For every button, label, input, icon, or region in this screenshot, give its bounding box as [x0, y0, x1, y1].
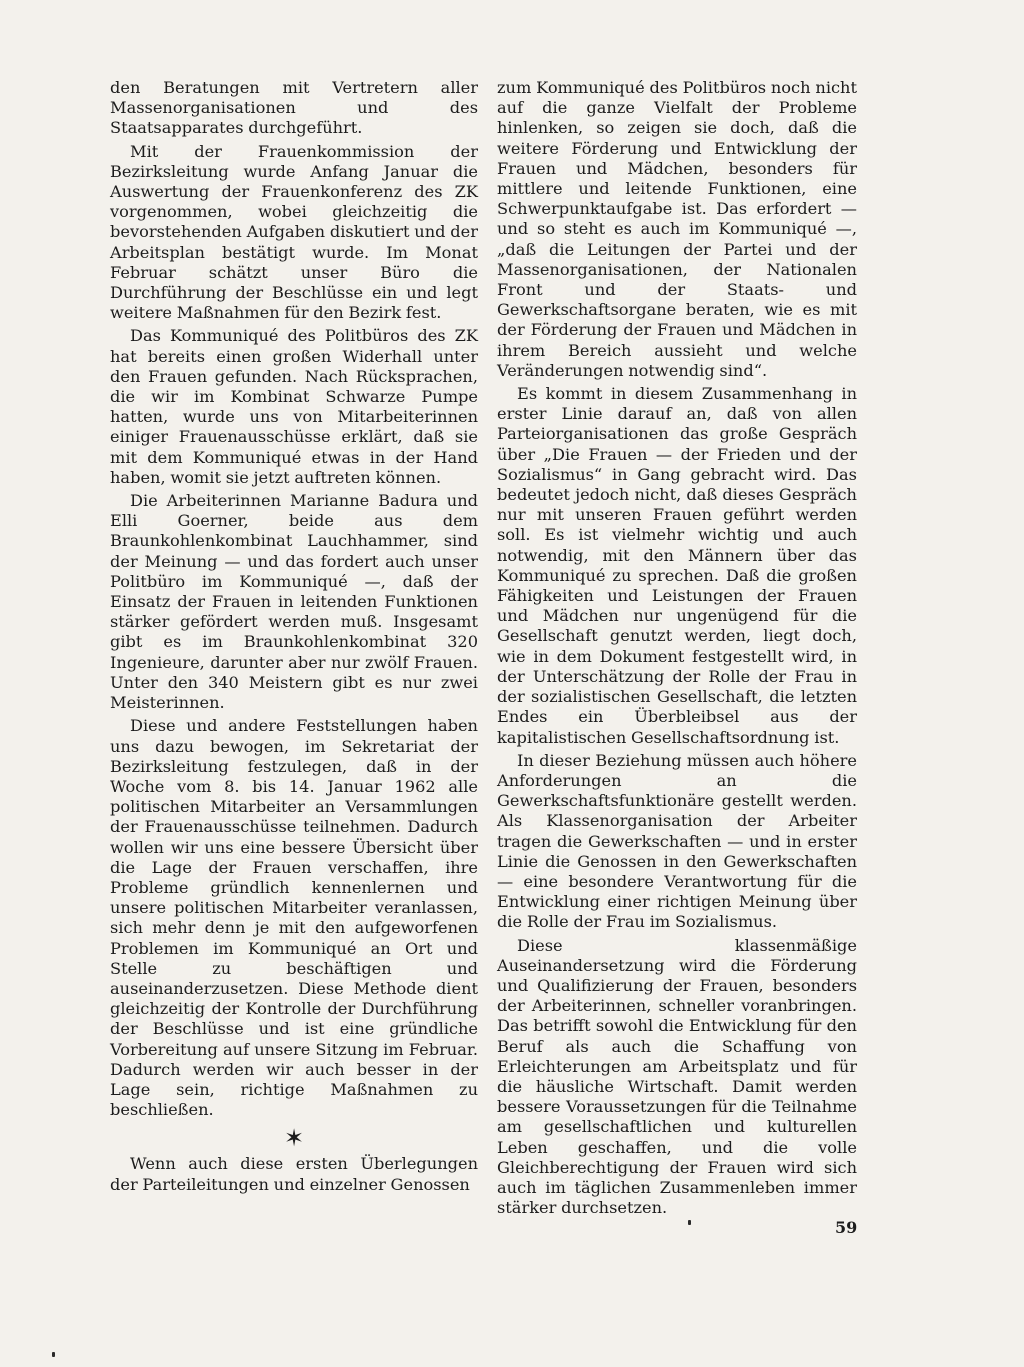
page-number: 59: [835, 1218, 858, 1237]
print-speck: [688, 1220, 691, 1225]
left-column: [110, 78, 478, 1195]
paragraph: zum Kommuniqué des Politbüros noch nicht auf die ganze Vielfalt der Probleme hinlenken, so zeigen sie doch, daß die weitere Förderung und Entwicklung der Frauen und Mädchen, besonders für mittlere und leitende Funktionen, eine Schwerpunktaufgabe ist. Das erfordert — und so steht es auch im Kommuniqué —, „daß die Leitungen der Partei und der Massenorganisationen, der Nationalen Front und der Staats- und Gewerkschaftsorgane beraten, wie es mit der Förderung der Frauen und Mädchen in ihrem Bereich aussieht und welche Veränderungen notwendig sind“.: [497, 78, 857, 380]
paragraph: In dieser Beziehung müssen auch höhere Anforderungen an die Gewerkschaftsfunktionäre gestellt werden. Als Klassenorganisation der Arbeiter tragen die Gewerkschaften — und in erster Linie die Genossen in den Gewerkschaften — eine besondere Verantwortung für die Entwicklung einer richtigen Meinung über die Rolle der Frau im Sozialismus.: [497, 750, 857, 932]
section-divider-asterisk: ✶: [283, 1124, 305, 1153]
print-speck: [52, 1352, 55, 1357]
paragraph: Das Kommuniqué des Politbüros des ZK hat bereits einen großen Widerhall unter den Frauen gefunden. Nach Rücksprachen, die wir im Kombinat Schwarze Pumpe hatten, wurde uns von Mitarbeiterinnen einiger Frauenausschüsse erklärt, daß sie mit dem Kommuniqué etwas in der Hand haben, womit sie jetzt auftreten können.: [110, 326, 478, 487]
right-column: [497, 78, 857, 1218]
paragraph: den Beratungen mit Vertretern aller Massenorganisationen und des Staatsapparates durchgeführt.: [110, 78, 478, 138]
paragraph: Diese klassenmäßige Auseinandersetzung wird die Förderung und Qualifizierung der Frauen, besonders der Arbeiterinnen, schneller voranbringen. Das betrifft sowohl die Entwicklung für den Beruf als auch die Schaffung von Erleichterungen am Arbeitsplatz und für die häusliche Wirtschaft. Damit werden bessere Voraussetzungen für die Teilnahme am gesellschaftlichen und kulturellen Leben geschaffen, und die volle Gleichberechtigung der Frauen wird sich auch im täglichen Zusammenleben immer stärker durchsetzen.: [497, 935, 857, 1218]
paragraph: Wenn auch diese ersten Überlegungen der Parteileitungen und einzelner Genossen: [110, 1154, 478, 1194]
paragraph: Es kommt in diesem Zusammenhang in erster Linie darauf an, daß von allen Parteiorganisationen das große Gespräch über „Die Frauen — der Frieden und der Sozialismus“ in Gang gebracht wird. Das bedeutet jedoch nicht, daß dieses Gespräch nur mit unseren Frauen geführt werden soll. Es ist vielmehr wichtig und auch notwendig, mit den Männern über das Kommuniqué zu sprechen. Daß die großen Fähigkeiten und Leistungen der Frauen und Mädchen nur ungenügend für die Gesellschaft genutzt werden, liegt doch, wie in dem Dokument festgestellt wird, in der Unterschätzung der Rolle der Frau in der sozialistischen Gesellschaft, die letzten Endes ein Überbleibsel aus der kapitalistischen Gesellschaftsordnung ist.: [497, 384, 857, 747]
paragraph: Die Arbeiterinnen Marianne Badura und Elli Goerner, beide aus dem Braunkohlenkombinat Lauchhammer, sind der Meinung — und das fordert auch unser Politbüro im Kommuniqué —, daß der Einsatz der Frauen in leitenden Funktionen stärker gefördert werden muß. Insgesamt gibt es im Braunkohlenkombinat 320 Ingenieure, darunter aber nur zwölf Frauen. Unter den 340 Meistern gibt es nur zwei Meisterinnen.: [110, 491, 478, 713]
paragraph: Mit der Frauenkommission der Bezirksleitung wurde Anfang Januar die Auswertung der Frauenkonferenz des ZK vorgenommen, wobei gleichzeitig die bevorstehenden Aufgaben diskutiert und der Arbeitsplan bestätigt wurde. Im Monat Februar schätzt unser Büro die Durchführung der Beschlüsse ein und legt weitere Maßnahmen für den Bezirk fest.: [110, 141, 478, 323]
paragraph: Diese und andere Feststellungen haben uns dazu bewogen, im Sekretariat der Bezirksleitung festzulegen, daß in der Woche vom 8. bis 14. Januar 1962 alle politischen Mitarbeiter an Versammlungen der Frauenausschüsse teilnehmen. Dadurch wollen wir uns eine bessere Übersicht über die Lage der Frauen verschaffen, ihre Probleme gründlich kennenlernen und unsere politischen Mitarbeiter veranlassen, sich mehr denn je mit den aufgeworfenen Problemen im Kommuniqué an Ort und Stelle zu beschäftigen und auseinanderzusetzen. Diese Methode dient gleichzeitig der Kontrolle der Durchführung der Beschlüsse und ist eine gründliche Vorbereitung auf unsere Sitzung im Februar. Dadurch werden wir auch besser in der Lage sein, richtige Maßnahmen zu beschließen.: [110, 716, 478, 1120]
